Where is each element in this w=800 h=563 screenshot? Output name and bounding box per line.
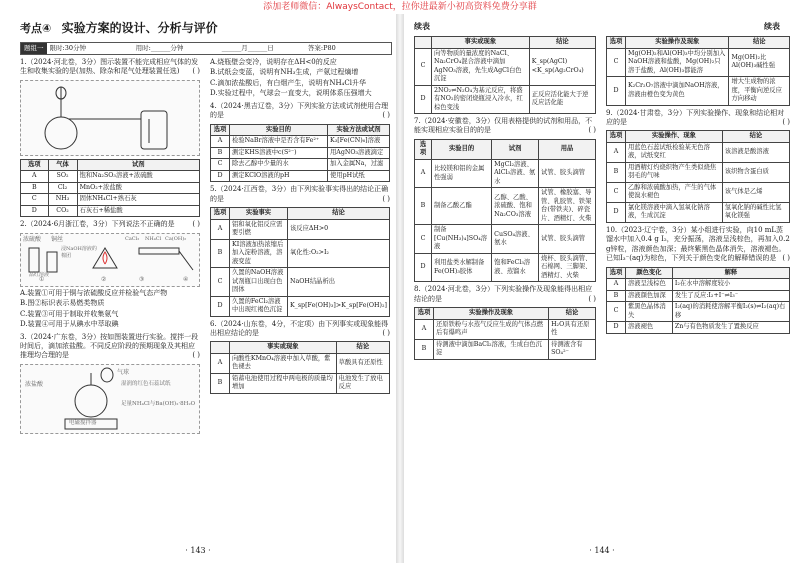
- table-row: [415, 188, 596, 225]
- q4-cell: K₃[Fe(CN)₆]溶液: [327, 136, 389, 148]
- q1-th-1: 气体: [48, 159, 77, 171]
- question-10: [606, 226, 790, 264]
- page-number-right: · 144 ·: [589, 546, 615, 556]
- table-row: [607, 279, 790, 291]
- q8c-cell: 增大生成物的浓度，平衡向逆反应方向移动: [729, 77, 790, 106]
- continued-label-right: 续表: [764, 22, 780, 31]
- q8c-cell: Mg(OH)₂比Al(OH)₃碱性强: [729, 48, 790, 77]
- q1-cell: 饱和Na₂SO₃溶液+浓硫酸: [77, 171, 199, 183]
- q6-th-1: 事实或现象: [230, 342, 337, 354]
- q3-label: 气球: [117, 368, 130, 376]
- q7-cell: 利用盐类水解制备Fe(OH)₃胶体: [432, 253, 492, 282]
- q5-cell: A: [211, 219, 230, 239]
- q10-cell: C: [607, 302, 626, 322]
- right-col-1: [414, 36, 596, 360]
- q2-label: 浸NaOH溶液的棉团: [61, 245, 97, 259]
- q4-cell: D: [211, 170, 230, 182]
- q1-th-0: 选项: [21, 159, 49, 171]
- q6c-th-0: [415, 37, 432, 49]
- q8c-th-2: 结论: [729, 37, 790, 49]
- q1-cell: C: [21, 194, 49, 206]
- q10-cell: 溶液呈浅棕色: [626, 279, 673, 291]
- q7-cell: 试管、胶头滴管: [539, 225, 596, 254]
- q9-cell: 用蓝色石蕊试纸检验某无色溶液，试纸变红: [626, 142, 723, 162]
- q5-cell: KI溶液加热浓缩后加入淀粉溶液，溶液变蓝: [230, 239, 288, 268]
- q9-cell: B: [607, 162, 626, 182]
- q6c-cell: 正反应活化能大于逆反应活化能: [529, 85, 595, 114]
- q7-cell: CuSO₄溶液、氨水: [492, 225, 539, 254]
- q6c-th-1: 事实或现象: [432, 37, 530, 49]
- q4-cell: 使用pH试纸: [327, 170, 389, 182]
- q10-stem: 10.（2023·辽宁卷，3分）某小组进行实验，向10 mL蒸馏水中加入0.4 g I₂，充分振荡，溶液呈浅棕色，再加入0.2 g锌粒，溶液颜色加深；最终紫黑色晶体消失，溶液褪色。已知I₃⁻(aq)为棕色，下列关于颜色变化的解释错误的是: [606, 225, 790, 263]
- question-5: [210, 185, 390, 204]
- q9-cell: 该织物含蛋白质: [722, 162, 789, 182]
- q1-cell: B: [21, 182, 49, 194]
- question-2: [20, 220, 200, 229]
- q5-cell: 久置的FeCl₂溶液中出现红褐色沉淀: [230, 296, 288, 316]
- q2-num: ④: [183, 275, 189, 283]
- q6-cell: A: [211, 353, 230, 373]
- q5-cell: B: [211, 239, 230, 268]
- q7-paren: ( ): [588, 126, 596, 135]
- q4-paren: ( ): [382, 111, 390, 120]
- q3-option-d: D.实验过程中，气球会一直变大，说明体系压强增大: [210, 89, 372, 98]
- q2-num: ③: [139, 275, 145, 283]
- q8-table-continued: [606, 36, 790, 106]
- q7-cell: 饱和FeCl₃溶液、蒸馏水: [492, 253, 539, 282]
- q2-label: 品红溶液: [29, 271, 50, 278]
- table-row: [607, 162, 790, 182]
- q3-label: 浓盐酸: [25, 380, 44, 388]
- q4-th-2: 实验方法或试剂: [327, 124, 389, 136]
- time-limit: 限时:30分钟: [49, 44, 86, 53]
- left-col-2: [210, 58, 390, 394]
- meta-bar: [20, 42, 392, 55]
- q8c-cell: C: [607, 48, 626, 77]
- q4-cell: A: [211, 136, 230, 148]
- q8c-cell: Mg(OH)₂和Al(OH)₃中均分别加入NaOH溶液和盐酸，Mg(OH)₂只溶于盐酸，Al(OH)₃都能溶: [626, 48, 729, 77]
- q6-cell: B: [211, 373, 230, 393]
- q6-paren: ( ): [382, 328, 390, 337]
- page-143: [0, 14, 396, 563]
- q9-cell: 氯化镁溶液中滴入氢氧化钠溶液，生成沉淀: [626, 202, 723, 222]
- time-used: 用时:______分钟: [135, 44, 184, 53]
- topic-title: 实验方案的设计、分析与评价: [61, 21, 218, 35]
- q10-th-0: 选项: [607, 267, 626, 279]
- q4-table: [210, 124, 390, 183]
- q6-th-0: [211, 342, 230, 354]
- q7-cell: 比较镁和铝的金属性强弱: [432, 159, 492, 188]
- q5-cell: 铝和氧化铝反应需要引燃: [230, 219, 288, 239]
- q8-cell: B: [415, 339, 434, 359]
- table-row: [211, 353, 390, 373]
- table-row: [607, 48, 790, 77]
- q8-cell: 待测液中滴加BaCl₂溶液，生成白色沉淀: [434, 339, 549, 359]
- q8-cell: 待测液含有SO₄²⁻: [549, 339, 596, 359]
- q5-paren: ( ): [382, 194, 390, 203]
- q4-th-0: 选项: [211, 124, 230, 136]
- table-row: [607, 302, 790, 322]
- q5-th-2: 结论: [287, 208, 389, 220]
- q7-cell: MgCl₂溶液、AlCl₃溶液、氨水: [492, 159, 539, 188]
- q7-cell: 制备[Cu(NH₃)₄]SO₄溶液: [432, 225, 492, 254]
- table-row: [211, 268, 390, 297]
- q3-figure: [20, 364, 200, 434]
- q9-cell: D: [607, 202, 626, 222]
- q6c-cell: 2NO₂⇌N₂O₄为基元反应，将盛有NO₂的密闭烧瓶浸入冷水，红棕色变浅: [432, 85, 530, 114]
- q5-th-1: 实验事实: [230, 208, 288, 220]
- q9-th-1: 实验操作、现象: [626, 131, 723, 143]
- q2-stem: 2.（2024·6月浙江卷，3分）下列说法不正确的是: [20, 220, 175, 229]
- q3-option-c: C.滴加浓盐酸后，有白烟产生，说明有NH₄Cl升华: [210, 78, 366, 87]
- table-row: [607, 322, 790, 334]
- q2-option-a: A.装置①可用于铜与浓硫酸反应并检验气态产物: [20, 288, 168, 297]
- q1-cell: A: [21, 171, 49, 183]
- q2-option-c: C.装置③可用于制取并收集氨气: [20, 309, 119, 318]
- table-row: [415, 225, 596, 254]
- q9-stem: 9.（2024·甘肃卷，3分）下列实验操作、现象和结论相对应的是: [606, 108, 785, 126]
- q10-th-2: 解释: [672, 267, 789, 279]
- table-row: [415, 159, 596, 188]
- q7-cell: 试管、橡胶塞、导管、乳胶管、铁架台(带铁夹)、碎瓷片、酒精灯、火柴: [539, 188, 596, 225]
- q7-cell: B: [415, 188, 432, 225]
- table-row: [607, 202, 790, 222]
- q5-cell: NaOH结晶析出: [287, 268, 389, 297]
- q3-stem: 3.（2024·广东卷，3分）按如图装置进行实验。搅拌一段时间后，滴加浓盐酸。不同反应阶段的预期现象及其相应推理均合理的是: [20, 332, 199, 360]
- q8c-th-0: 选项: [607, 37, 626, 49]
- topic-label: 考点④: [20, 22, 52, 35]
- table-row: [211, 170, 390, 182]
- q4-stem: 4.（2024·黑吉辽卷，3分）下列实验方法或试剂使用合理的是: [210, 101, 389, 120]
- q6c-th-2: 结论: [529, 37, 595, 49]
- q9-cell: A: [607, 142, 626, 162]
- table-row: [211, 136, 390, 148]
- q3-label: 湿润的红色石蕊试纸: [121, 380, 171, 387]
- q10-cell: A: [607, 279, 626, 291]
- q9-cell: 用酒精灯灼烧织物产生类似烧焦羽毛的气味: [626, 162, 723, 182]
- table-row: [211, 296, 390, 316]
- page-144: [404, 14, 800, 563]
- q3-paren: ( ): [192, 351, 200, 360]
- q6-th-2: 结论: [336, 342, 389, 354]
- date-field: ______月______日: [221, 44, 274, 53]
- continued-label-left: 续表: [414, 22, 430, 31]
- question-7: [414, 117, 596, 136]
- table-row: [211, 239, 390, 268]
- q4-cell: B: [211, 147, 230, 159]
- q4-cell: 检验NaBr溶液中是否含有Fe²⁺: [230, 136, 328, 148]
- q8-cell: 还原铁粉与水蒸气反应生成的气体点燃后有爆鸣声: [434, 319, 549, 339]
- q8-stem: 8.（2024·河北卷，3分）下列实验操作及现象能得出相应结论的是: [414, 285, 593, 303]
- q7-th-1: 实验目的: [432, 139, 492, 159]
- q1-cell: NH₃: [48, 194, 77, 206]
- q9-cell: 氢氧化钠的碱性比氢氧化镁强: [722, 202, 789, 222]
- q8c-cell: D: [607, 77, 626, 106]
- q9-cell: 该溶液是酸溶液: [722, 142, 789, 162]
- q7-cell: 试管、胶头滴管: [539, 159, 596, 188]
- q7-cell: A: [415, 159, 432, 188]
- q8-table: [414, 307, 596, 360]
- q2-label: 铜丝: [51, 235, 64, 243]
- question-1: [20, 58, 200, 77]
- q5-cell: 该反应ΔH>0: [287, 219, 389, 239]
- q2-figure: [20, 233, 200, 287]
- table-row: [415, 85, 596, 114]
- q1-apparatus-figure: [20, 80, 200, 156]
- q1-cell: Cl₂: [48, 182, 77, 194]
- q7-table: [414, 139, 596, 283]
- table-row: [211, 219, 390, 239]
- q4-cell: C: [211, 159, 230, 171]
- q10-paren: ( ): [782, 254, 790, 263]
- table-row: [607, 290, 790, 302]
- q9-table: [606, 130, 790, 223]
- q7-th-2: 试剂: [492, 139, 539, 159]
- q7-cell: C: [415, 225, 432, 254]
- q5-table: [210, 207, 390, 317]
- q1-table: [20, 159, 200, 218]
- book-gutter: [396, 14, 404, 563]
- page-number-left: · 143 ·: [185, 546, 211, 556]
- q4-cell: 测定KClO溶液的pH: [230, 170, 328, 182]
- q2-label: Ca(OH)₂: [165, 235, 187, 242]
- table-row: [211, 159, 390, 171]
- right-col-2: [606, 36, 790, 334]
- q10-table: [606, 267, 790, 334]
- q10-cell: 紫黑色晶体消失: [626, 302, 673, 322]
- q7-th-3: 用品: [539, 139, 596, 159]
- table-row: [415, 48, 596, 85]
- q6c-cell: D: [415, 85, 432, 114]
- table-row: [415, 253, 596, 282]
- question-8: [414, 285, 596, 304]
- q3-label: 电磁搅拌器: [69, 419, 97, 426]
- q10-cell: I₂(aq)的消耗使溶解平衡I₂(s)⇌I₂(aq)右移: [672, 302, 789, 322]
- q1-paren: ( ): [192, 67, 200, 76]
- promo-banner: 添加老师微信：AlwaysContact，拉你进最新小初高资料免费分享群: [263, 2, 537, 12]
- table-row: [607, 77, 790, 106]
- q5-cell: D: [211, 296, 230, 316]
- q4-th-1: 实验目的: [230, 124, 328, 136]
- q8-cell: A: [415, 319, 434, 339]
- table-row: [415, 319, 596, 339]
- answer-ref: 答案:P80: [307, 44, 336, 53]
- q10-cell: I₂在水中溶解度较小: [672, 279, 789, 291]
- q10-cell: 溶液褪色: [626, 322, 673, 334]
- q6c-cell: 向等物质的量浓度的NaCl、Na₂CrO₄混合溶液中滴加AgNO₃溶液，先生成AgCl白色沉淀: [432, 48, 530, 85]
- q1-cell: CO₂: [48, 205, 77, 217]
- q10-th-1: 颜色变化: [626, 267, 673, 279]
- q7-cell: 乙醇、乙酸、浓硫酸、饱和Na₂CO₃溶液: [492, 188, 539, 225]
- q6c-cell: C: [415, 48, 432, 85]
- q6-cell: 向酸性KMnO₄溶液中加入草酸，紫色褪去: [230, 353, 337, 373]
- table-row: [211, 373, 390, 393]
- table-row: [21, 182, 200, 194]
- table-row: [21, 171, 200, 183]
- question-9: [606, 109, 790, 128]
- q5-cell: 久置的NaOH溶液试剂瓶口出现白色固体: [230, 268, 288, 297]
- q2-num: ①: [39, 275, 45, 283]
- q9-cell: 乙醇和浓硫酸加热，产生的气体使溴水褪色: [626, 182, 723, 202]
- q8-th-0: 选项: [415, 308, 434, 320]
- q5-cell: K_sp[Fe(OH)₃]>K_sp[Fe(OH)₂]: [287, 296, 389, 316]
- table-row: [211, 147, 390, 159]
- q1-cell: 固体NH₄Cl+熟石灰: [77, 194, 199, 206]
- table-row: [21, 194, 200, 206]
- q2-num: ②: [101, 275, 107, 283]
- q4-cell: 除去乙醇中少量的水: [230, 159, 328, 171]
- q8c-cell: K₂Cr₂O₇溶液中滴加NaOH溶液，溶液由橙色变为黄色: [626, 77, 729, 106]
- q3-label: 足量NH₄Cl与Ba(OH)₂·8H₂O: [121, 400, 196, 407]
- q10-cell: 发生了反应:I₂+I⁻⇌I₃⁻: [672, 290, 789, 302]
- q5-cell: C: [211, 268, 230, 297]
- q2-label: 浓硫酸: [23, 235, 42, 243]
- q5-cell: 氧化性:O₂>I₂: [287, 239, 389, 268]
- q6c-cell: K_sp(AgCl)<K_sp(Ag₂CrO₄): [529, 48, 595, 85]
- q9-cell: 该气体是乙烯: [722, 182, 789, 202]
- q6-cell: 草酸具有还原性: [336, 353, 389, 373]
- q2-paren: ( ): [192, 220, 200, 229]
- q5-stem: 5.（2024·江西卷，3分）由下列实验事实得出的结论正确的是: [210, 185, 389, 203]
- q9-th-2: 结论: [722, 131, 789, 143]
- question-6: [210, 320, 390, 339]
- flask-apparatus-icon: [21, 81, 199, 155]
- q3-option-a: A.烧瓶壁会变冷，说明存在ΔH<0的反应: [210, 58, 337, 66]
- table-row: [415, 339, 596, 359]
- q7-cell: 制备乙酸乙酯: [432, 188, 492, 225]
- q6-cell: 铅蓄电池使用过程中两电极的质量均增加: [230, 373, 337, 393]
- q10-cell: 溶液颜色加深: [626, 290, 673, 302]
- flask-stirrer-icon: [21, 365, 199, 433]
- q1-cell: D: [21, 205, 49, 217]
- q3-option-b: B.试纸会变蓝，说明有NH₃生成，产氨过程熵增: [210, 68, 359, 77]
- q4-cell: 测定KHS溶液中c(S²⁻): [230, 147, 328, 159]
- left-col-1: [20, 58, 200, 434]
- q4-cell: 加入金属Na，过滤: [327, 159, 389, 171]
- q8-th-2: 结论: [549, 308, 596, 320]
- topic-header: [20, 20, 390, 40]
- question-3: [20, 333, 200, 361]
- q6-stem: 6.（2024·山东卷，4分，不定项）由下列事实或现象能得出相应结论的是: [210, 319, 389, 337]
- q1-cell: SO₂: [48, 171, 77, 183]
- q1-cell: MnO₂+浓盐酸: [77, 182, 199, 194]
- q6-table: [210, 341, 390, 394]
- q2-option-b: B.图②标识表示易燃类物质: [20, 299, 105, 308]
- q6-cell: 电池发生了放电反应: [336, 373, 389, 393]
- q7-stem: 7.（2024·安徽卷，3分）仅用表格提供的试剂和用品，不能实现相应实验目的的是: [414, 117, 593, 135]
- q8-th-1: 实验操作及现象: [434, 308, 549, 320]
- q7-cell: 烧杯、胶头滴管、石棉网、三脚架、酒精灯、火柴: [539, 253, 596, 282]
- q5-th-0: 选项: [211, 208, 230, 220]
- q1-stem: 1.（2024·河北卷，3分）图示装置不能完成相应气体的发生和收集实验的是(加热、除杂和尾气处理装置任选): [20, 58, 199, 76]
- q1-th-2: 试剂: [77, 159, 199, 171]
- q8-paren: ( ): [588, 294, 596, 303]
- q10-cell: Zn与有色物质发生了置换反应: [672, 322, 789, 334]
- table-row: [607, 142, 790, 162]
- q1-cell: 石灰石+稀盐酸: [77, 205, 199, 217]
- table-row: [21, 205, 200, 217]
- q6-table-continued: [414, 36, 596, 114]
- group-badge: 题组一: [21, 43, 47, 54]
- q9-paren: ( ): [782, 117, 790, 126]
- q7-cell: D: [415, 253, 432, 282]
- q9-th-0: 选项: [607, 131, 626, 143]
- q2-label: NH₄Cl: [145, 235, 162, 242]
- q4-cell: 用AgNO₃溶液滴定: [327, 147, 389, 159]
- q9-cell: C: [607, 182, 626, 202]
- q7-th-0: 选项: [415, 139, 432, 159]
- q8-cell: H₂O具有还原性: [549, 319, 596, 339]
- q10-cell: B: [607, 290, 626, 302]
- question-4: [210, 102, 390, 121]
- q2-label: CaCl₂: [125, 235, 140, 242]
- table-row: [607, 182, 790, 202]
- q2-option-d: D.装置④可用于从碘水中萃取碘: [20, 320, 119, 329]
- q10-cell: D: [607, 322, 626, 334]
- q8c-th-1: 实验操作及现象: [626, 37, 729, 49]
